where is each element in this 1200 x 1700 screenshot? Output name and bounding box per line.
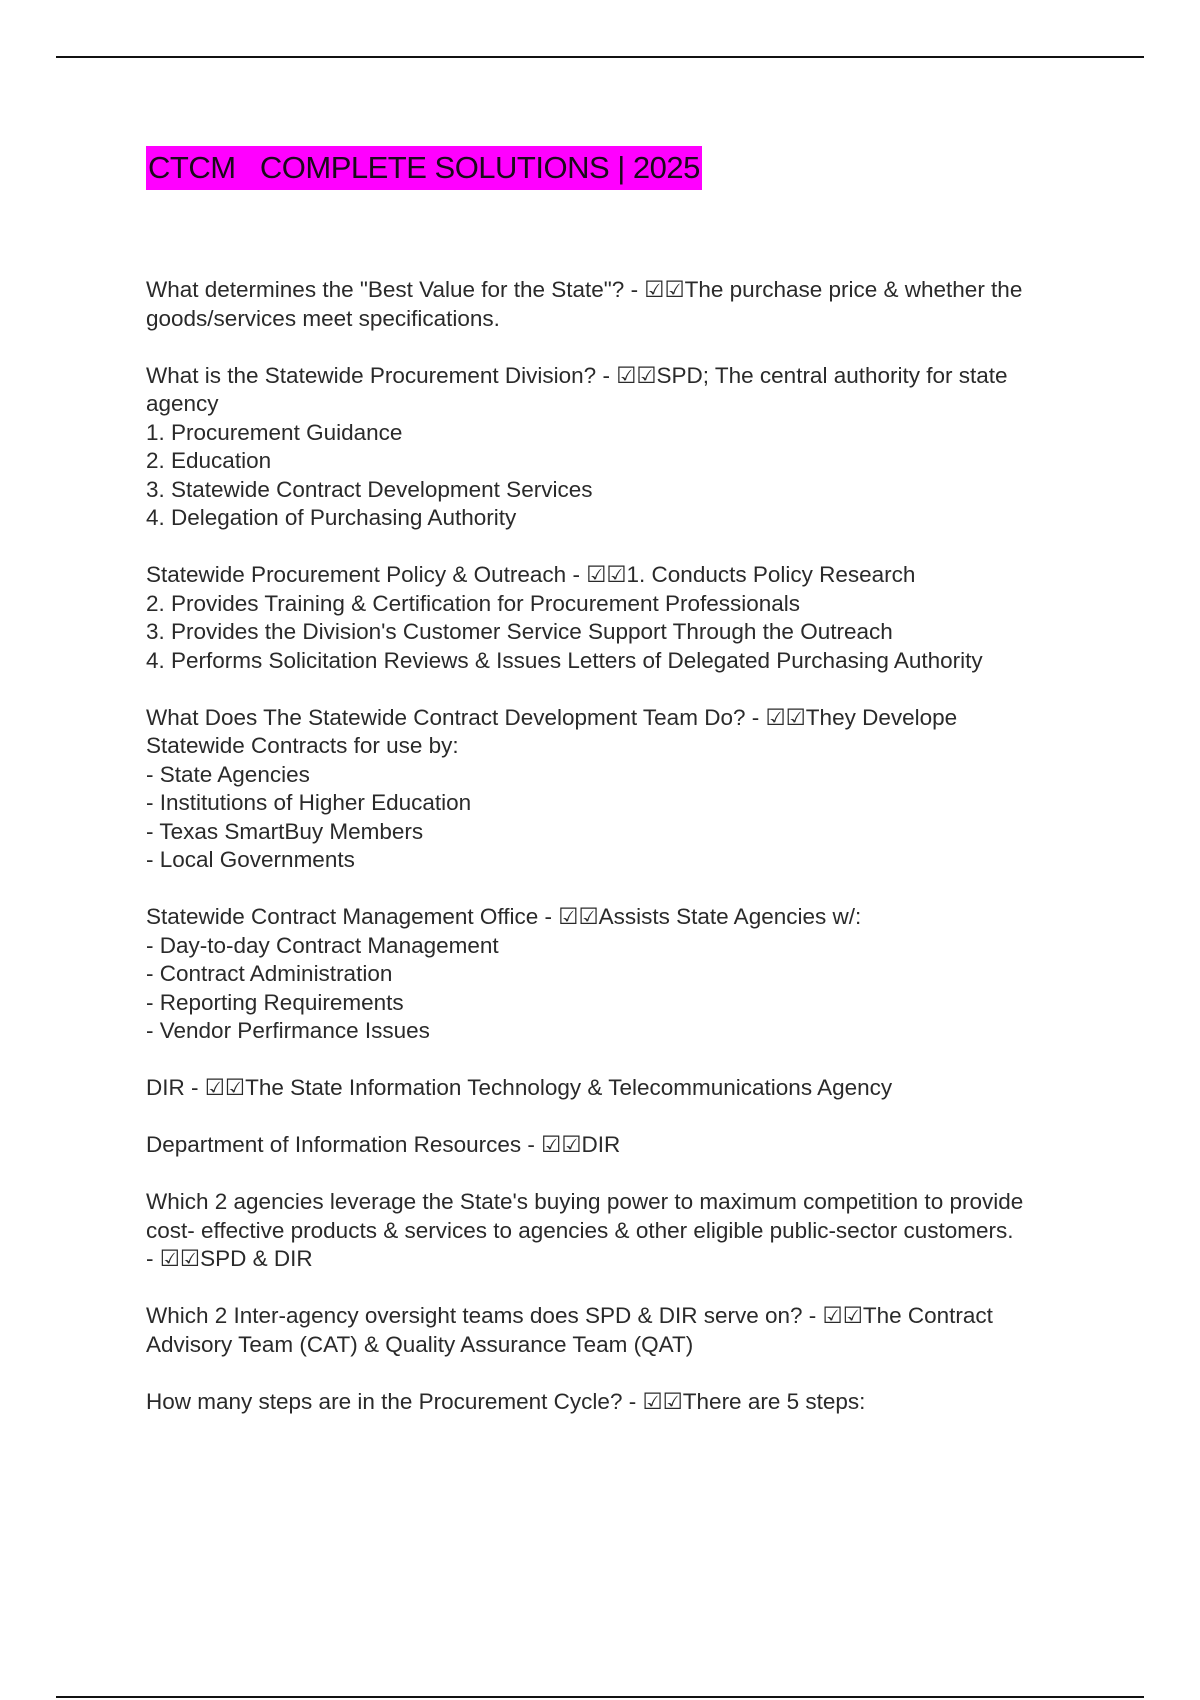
entry-line: cost- effective products & services to agencies & other eligible public-sector customers.	[146, 1217, 1014, 1243]
entry-line: - Vendor Perfirmance Issues	[146, 1018, 430, 1043]
entry-line: 2. Provides Training & Certification for Procurement Professionals	[146, 590, 801, 616]
qa-entry-2	[146, 362, 1106, 533]
entry-line: How many steps are in the Procurement Cycle? - ☑☑There are 5 steps:	[146, 1388, 866, 1414]
top-rule	[56, 56, 1144, 58]
entry-line: - ☑☑SPD & DIR	[146, 1246, 313, 1271]
entry-line: 1. Procurement Guidance	[146, 419, 403, 445]
qa-content	[146, 276, 1106, 1445]
qa-entry-8	[146, 1188, 1106, 1274]
qa-entry-7	[146, 1131, 1106, 1160]
entry-line: Statewide Contract Management Office - ☑☑Assists State Agencies w/:	[146, 904, 862, 929]
bottom-rule	[56, 1696, 1144, 1698]
entry-line: 3. Statewide Contract Development Services	[146, 476, 593, 502]
entry-line: agency	[146, 391, 219, 416]
qa-entry-10	[146, 1388, 1106, 1417]
entry-line: - Local Governments	[146, 847, 355, 872]
entry-line: - Day-to-day Contract Management	[146, 932, 499, 958]
qa-entry-5	[146, 903, 1106, 1046]
entry-line: Which 2 Inter-agency oversight teams does SPD & DIR serve on? - ☑☑The Contract	[146, 1303, 993, 1328]
entry-line: - Contract Administration	[146, 961, 393, 986]
entry-line: goods/services meet specifications.	[146, 305, 500, 331]
document-title: CTCM COMPLETE SOLUTIONS | 2025	[146, 146, 702, 190]
entry-line: 4. Performs Solicitation Reviews & Issues Letters of Delegated Purchasing Authority	[146, 647, 983, 673]
entry-line: 2. Education	[146, 448, 272, 473]
entry-line: What determines the "Best Value for the State"? - ☑☑The purchase price & whether the	[146, 277, 1023, 302]
entry-line: Department of Information Resources - ☑☑DIR	[146, 1132, 621, 1157]
entry-line: 4. Delegation of Purchasing Authority	[146, 505, 517, 530]
qa-entry-9	[146, 1302, 1106, 1359]
entry-line: Statewide Procurement Policy & Outreach - ☑☑1. Conducts Policy Research	[146, 562, 916, 587]
qa-entry-1	[146, 276, 1106, 333]
entry-line: - Reporting Requirements	[146, 989, 404, 1015]
entry-line: - Texas SmartBuy Members	[146, 818, 424, 844]
entry-line: What Does The Statewide Contract Development Team Do? - ☑☑They Develope	[146, 704, 958, 730]
entry-line: DIR - ☑☑The State Information Technology & Telecommunications Agency	[146, 1075, 893, 1100]
qa-entry-4	[146, 704, 1106, 875]
entry-line: What is the Statewide Procurement Division? - ☑☑SPD; The central authority for state	[146, 362, 1008, 388]
entry-line: - Institutions of Higher Education	[146, 790, 472, 815]
qa-entry-6	[146, 1074, 1106, 1103]
entry-line: - State Agencies	[146, 761, 310, 787]
entry-line: Advisory Team (CAT) & Quality Assurance Team (QAT)	[146, 1331, 694, 1357]
entry-line: 3. Provides the Division's Customer Service Support Through the Outreach	[146, 619, 893, 644]
entry-line: Statewide Contracts for use by:	[146, 733, 459, 758]
entry-line: Which 2 agencies leverage the State's buying power to maximum competition to provide	[146, 1189, 1024, 1214]
qa-entry-3	[146, 561, 1106, 675]
